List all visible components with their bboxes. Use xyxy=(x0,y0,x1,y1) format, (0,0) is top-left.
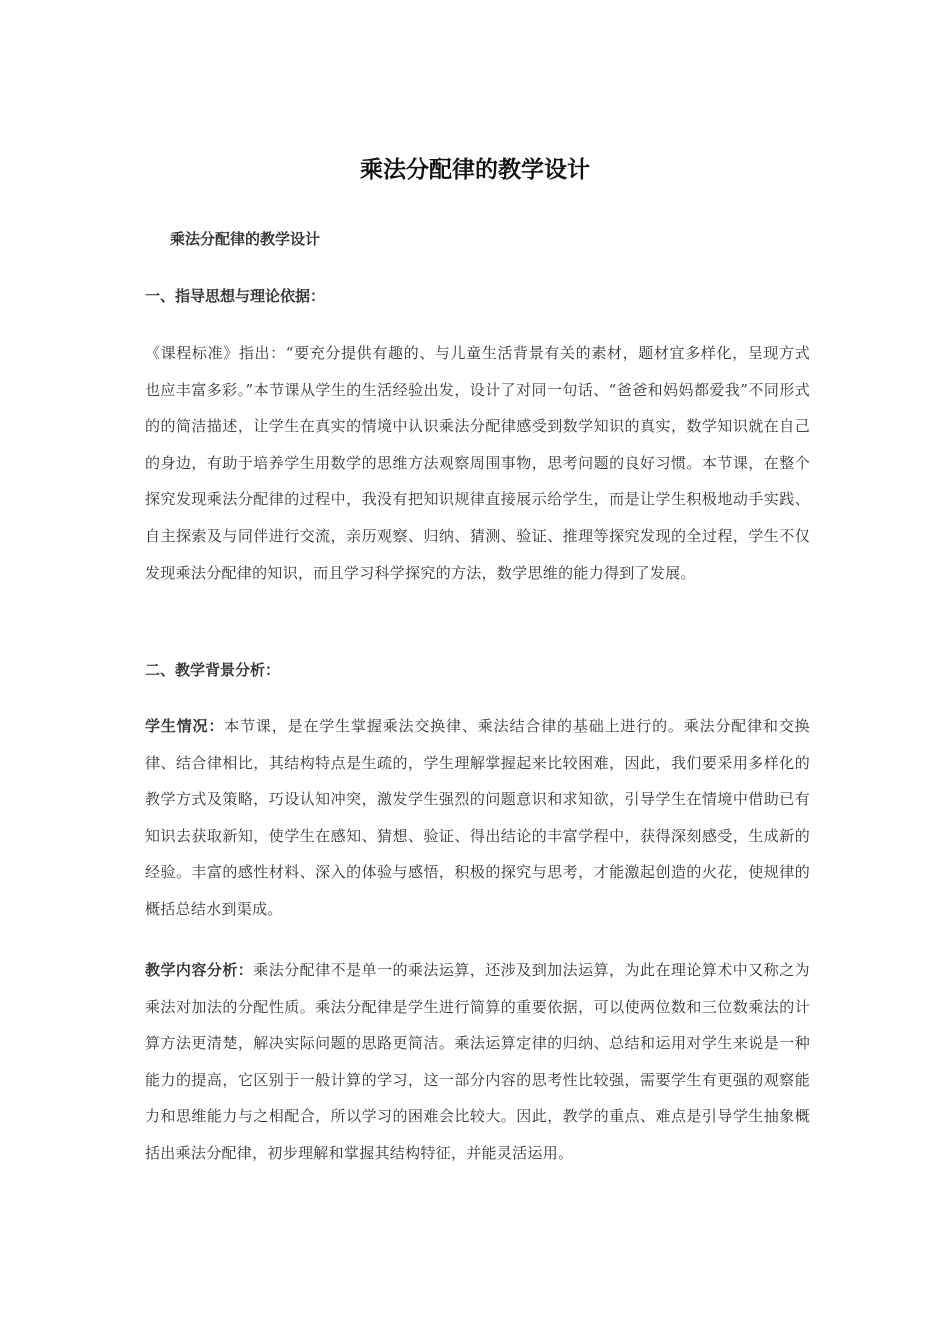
paragraph-body: 乘法分配律不是单一的乘法运算，还涉及到加法运算，为此在理论算术中又称之为乘法对加法的分配性质。乘法分配律是学生进行简算的重要依据，可以使两位数和三位数乘法的计算方法更清楚，解决实际问题的思路更简洁。乘法运算定律的归纳、总结和运用对学生来说是一种能力的提高，它区别于一般计算的学习，这一部分内容的思考性比较强，需要学生有更强的观察能力和思维能力与之相配合，所以学习的困难会比较大。因此，教学的重点、难点是引导学生抽象概括出乘法分配律，初步理解和掌握其结构特征，并能灵活运用。 xyxy=(145,961,810,1162)
paragraph-content-analysis xyxy=(145,952,810,1172)
document-subtitle: 乘法分配律的教学设计 xyxy=(170,230,321,248)
paragraph-body: 本节课，是在学生掌握乘法交换律、乘法结合律的基础上进行的。乘法分配律和交换律、结合律相比，其结构特点是生疏的，学生理解掌握起来比较困难，因此，我们要采用多样化的教学方式及策略，巧设认知冲突，激发学生强烈的问题意识和求知欲，引导学生在情境中借助已有知识去获取新知，使学生在感知、猜想、验证、得出结论的丰富学程中，获得深刻感受，生成新的经验。丰富的感性材料、深入的体验与感悟，积极的探究与思考，才能激起创造的火花，使规律的概括总结水到渠成。 xyxy=(145,717,810,918)
section-heading-background-analysis: 二、教学背景分析： xyxy=(145,661,281,679)
paragraph-guiding-principles: 《课程标准》指出：“要充分提供有趣的、与儿童生活背景有关的素材，题材宜多样化，呈现方式也应丰富多彩。”本节课从学生的生活经验出发，设计了对同一句话、“爸爸和妈妈都爱我”不同形式的的简洁描述，让学生在真实的情境中认识乘法分配律感受到数学知识的真实，数学知识就在自己的身边，有助于培养学生用数学的思维方法观察周围事物，思考问题的良好习惯。本节课，在整个探究发现乘法分配律的过程中，我没有把知识规律直接展示给学生，而是让学生积极地动手实践、自主探索及与同伴进行交流，亲历观察、归纳、猜测、验证、推理等探究发现的全过程，学生不仅发现乘法分配律的知识，而且学习科学探究的方法，数学思维的能力得到了发展。 xyxy=(145,344,810,582)
paragraph-lead-label: 教学内容分析： xyxy=(145,961,254,979)
section-heading-guiding-principles: 一、指导思想与理论依据： xyxy=(145,287,326,305)
paragraph-student-situation xyxy=(145,708,810,928)
page-title: 乘法分配律的教学设计 xyxy=(360,157,590,183)
paragraph-lead-label: 学生情况： xyxy=(145,717,225,735)
